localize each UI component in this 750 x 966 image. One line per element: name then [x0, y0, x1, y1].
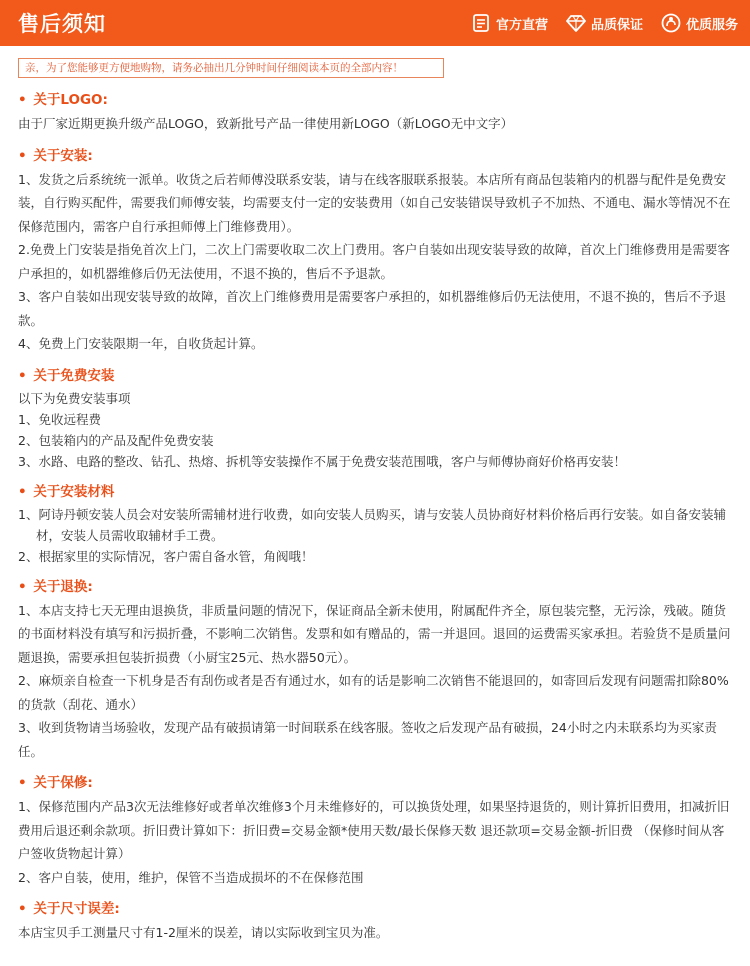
section-line: 2、客户自装，使用，维护，保管不当造成损坏的不在保修范围 — [18, 869, 364, 885]
section-title: • 关于尺寸误差: — [18, 901, 120, 917]
section-line: 2、包装箱内的产品及配件免费安装 — [18, 432, 214, 448]
section-title: • 关于退换: — [18, 578, 93, 595]
section-line: 1、保修范围内产品3次无法维修好或者单次维修3个月未维修好的，可以换货处理，如果坚持退货的，则计算折旧费用，扣减折旧费用后退还剩余款项。折旧费计算如下：折旧费=交易金额*使用天数/最长保修天数 退还款项=交易金额-折旧费 （保修时间从客户签收货物起计算） — [18, 799, 730, 861]
section-line: 1、免收远程费 — [18, 411, 101, 427]
section-line: 3、水路、电路的整改、钻孔、热熔、拆机等安装操作不属于免费安装范围哦，客户与师傅协商好价格再安装！ — [18, 453, 626, 469]
section-returns — [18, 577, 734, 764]
section-title: • 关于保修: — [18, 775, 93, 791]
official-store-icon — [471, 13, 491, 33]
section-title: • 关于安装材料 — [18, 483, 115, 500]
section-line: 2.免费上门安装是指免首次上门，二次上门需要收取二次上门费用。客户自装如出现安装导致的故障，首次上门维修费用是需要客户承担的，如机器维修后仍无法使用，不退不换的，售后不予退款。 — [18, 242, 730, 281]
section-line: 3、客户自装如出现安装导致的故障，首次上门维修费用是需要客户承担的，如机器维修后仍无法使用，不退不换的，售后不予退款。 — [18, 289, 726, 328]
badge-service-label: 优质服务 — [685, 17, 738, 33]
badge-official[interactable] — [471, 13, 548, 33]
section-install — [18, 146, 734, 356]
badge-quality[interactable] — [566, 13, 643, 33]
page-header — [0, 0, 750, 46]
diamond-icon — [566, 13, 586, 33]
terms-content — [18, 90, 734, 955]
section-line: 1、阿诗丹顿安装人员会对安装所需辅材进行收费，如向安装人员购买，请与安装人员协商好材料价格后再行安装。如自备安装辅材，安装人员需收取辅材手工费。 — [18, 506, 726, 543]
section-materials — [18, 482, 734, 567]
section-line: 3、收到货物请当场验收，发现产品有破损请第一时间联系在线客服。签收之后发现产品有破损，24小时之内未联系均为买家责任。 — [18, 720, 717, 759]
notice-banner: 亲，为了您能够更方便地购物，请务必抽出几分钟时间仔细阅读本页的全部内容！ — [18, 58, 444, 78]
section-line: 以下为免费安装事项 — [18, 390, 131, 406]
section-logo — [18, 90, 734, 136]
section-line: 2、麻烦亲自检查一下机身是否有刮伤或者是否有通过水，如有的话是影响二次销售不能退回的，如寄回后发现有问题需扣除80%的货款（刮花、通水） — [18, 673, 729, 712]
section-title: • 关于安装: — [18, 147, 93, 164]
section-line: 4、免费上门安装限期一年，自收货起计算。 — [18, 336, 264, 351]
section-line: 由于厂家近期更换升级产品LOGO，致新批号产品一律使用新LOGO（新LOGO无中文字） — [18, 116, 514, 131]
service-badges — [471, 13, 738, 33]
section-line: 1、本店支持七天无理由退换货，非质量问题的情况下，保证商品全新未使用，附属配件齐全，原包装完整，无污涂，残破。随货的书面材料没有填写和污损折叠，不影响二次销售。发票和如有赠品的，需一并退回。退回的运费需买家承担。若验货不是质量问题退换，需要承担包装折损费（小厨宝25元、热水器50元）。 — [18, 602, 731, 665]
section-warranty — [18, 773, 734, 889]
section-line: 2、根据家里的实际情况，客户需自备水管，角阀哦！ — [18, 548, 314, 564]
section-size-error — [18, 899, 734, 945]
badge-official-label: 官方直营 — [495, 17, 548, 33]
section-line: 本店宝贝手工测量尺寸有1-2厘米的误差，请以实际收到宝贝为准。 — [18, 925, 389, 940]
service-icon — [661, 13, 681, 33]
page-title: 售后须知 — [18, 12, 106, 36]
section-free-install — [18, 366, 734, 472]
section-title: • 关于LOGO: — [18, 92, 108, 108]
section-title: • 关于免费安装 — [18, 367, 115, 384]
badge-quality-label: 品质保证 — [590, 17, 643, 33]
section-line: 1、发货之后系统统一派单。收货之后若师傅没联系安装，请与在线客服联系报装。本店所有商品包装箱内的机器与配件是免费安装，自行购买配件，需要我们师傅安装，均需要支付一定的安装费用（如自己安装错误导致机子不加热、不通电、漏水等情况不在保修范围内，需客户自行承担师傅上门维修费用）。 — [18, 171, 731, 234]
badge-service[interactable] — [661, 13, 738, 33]
